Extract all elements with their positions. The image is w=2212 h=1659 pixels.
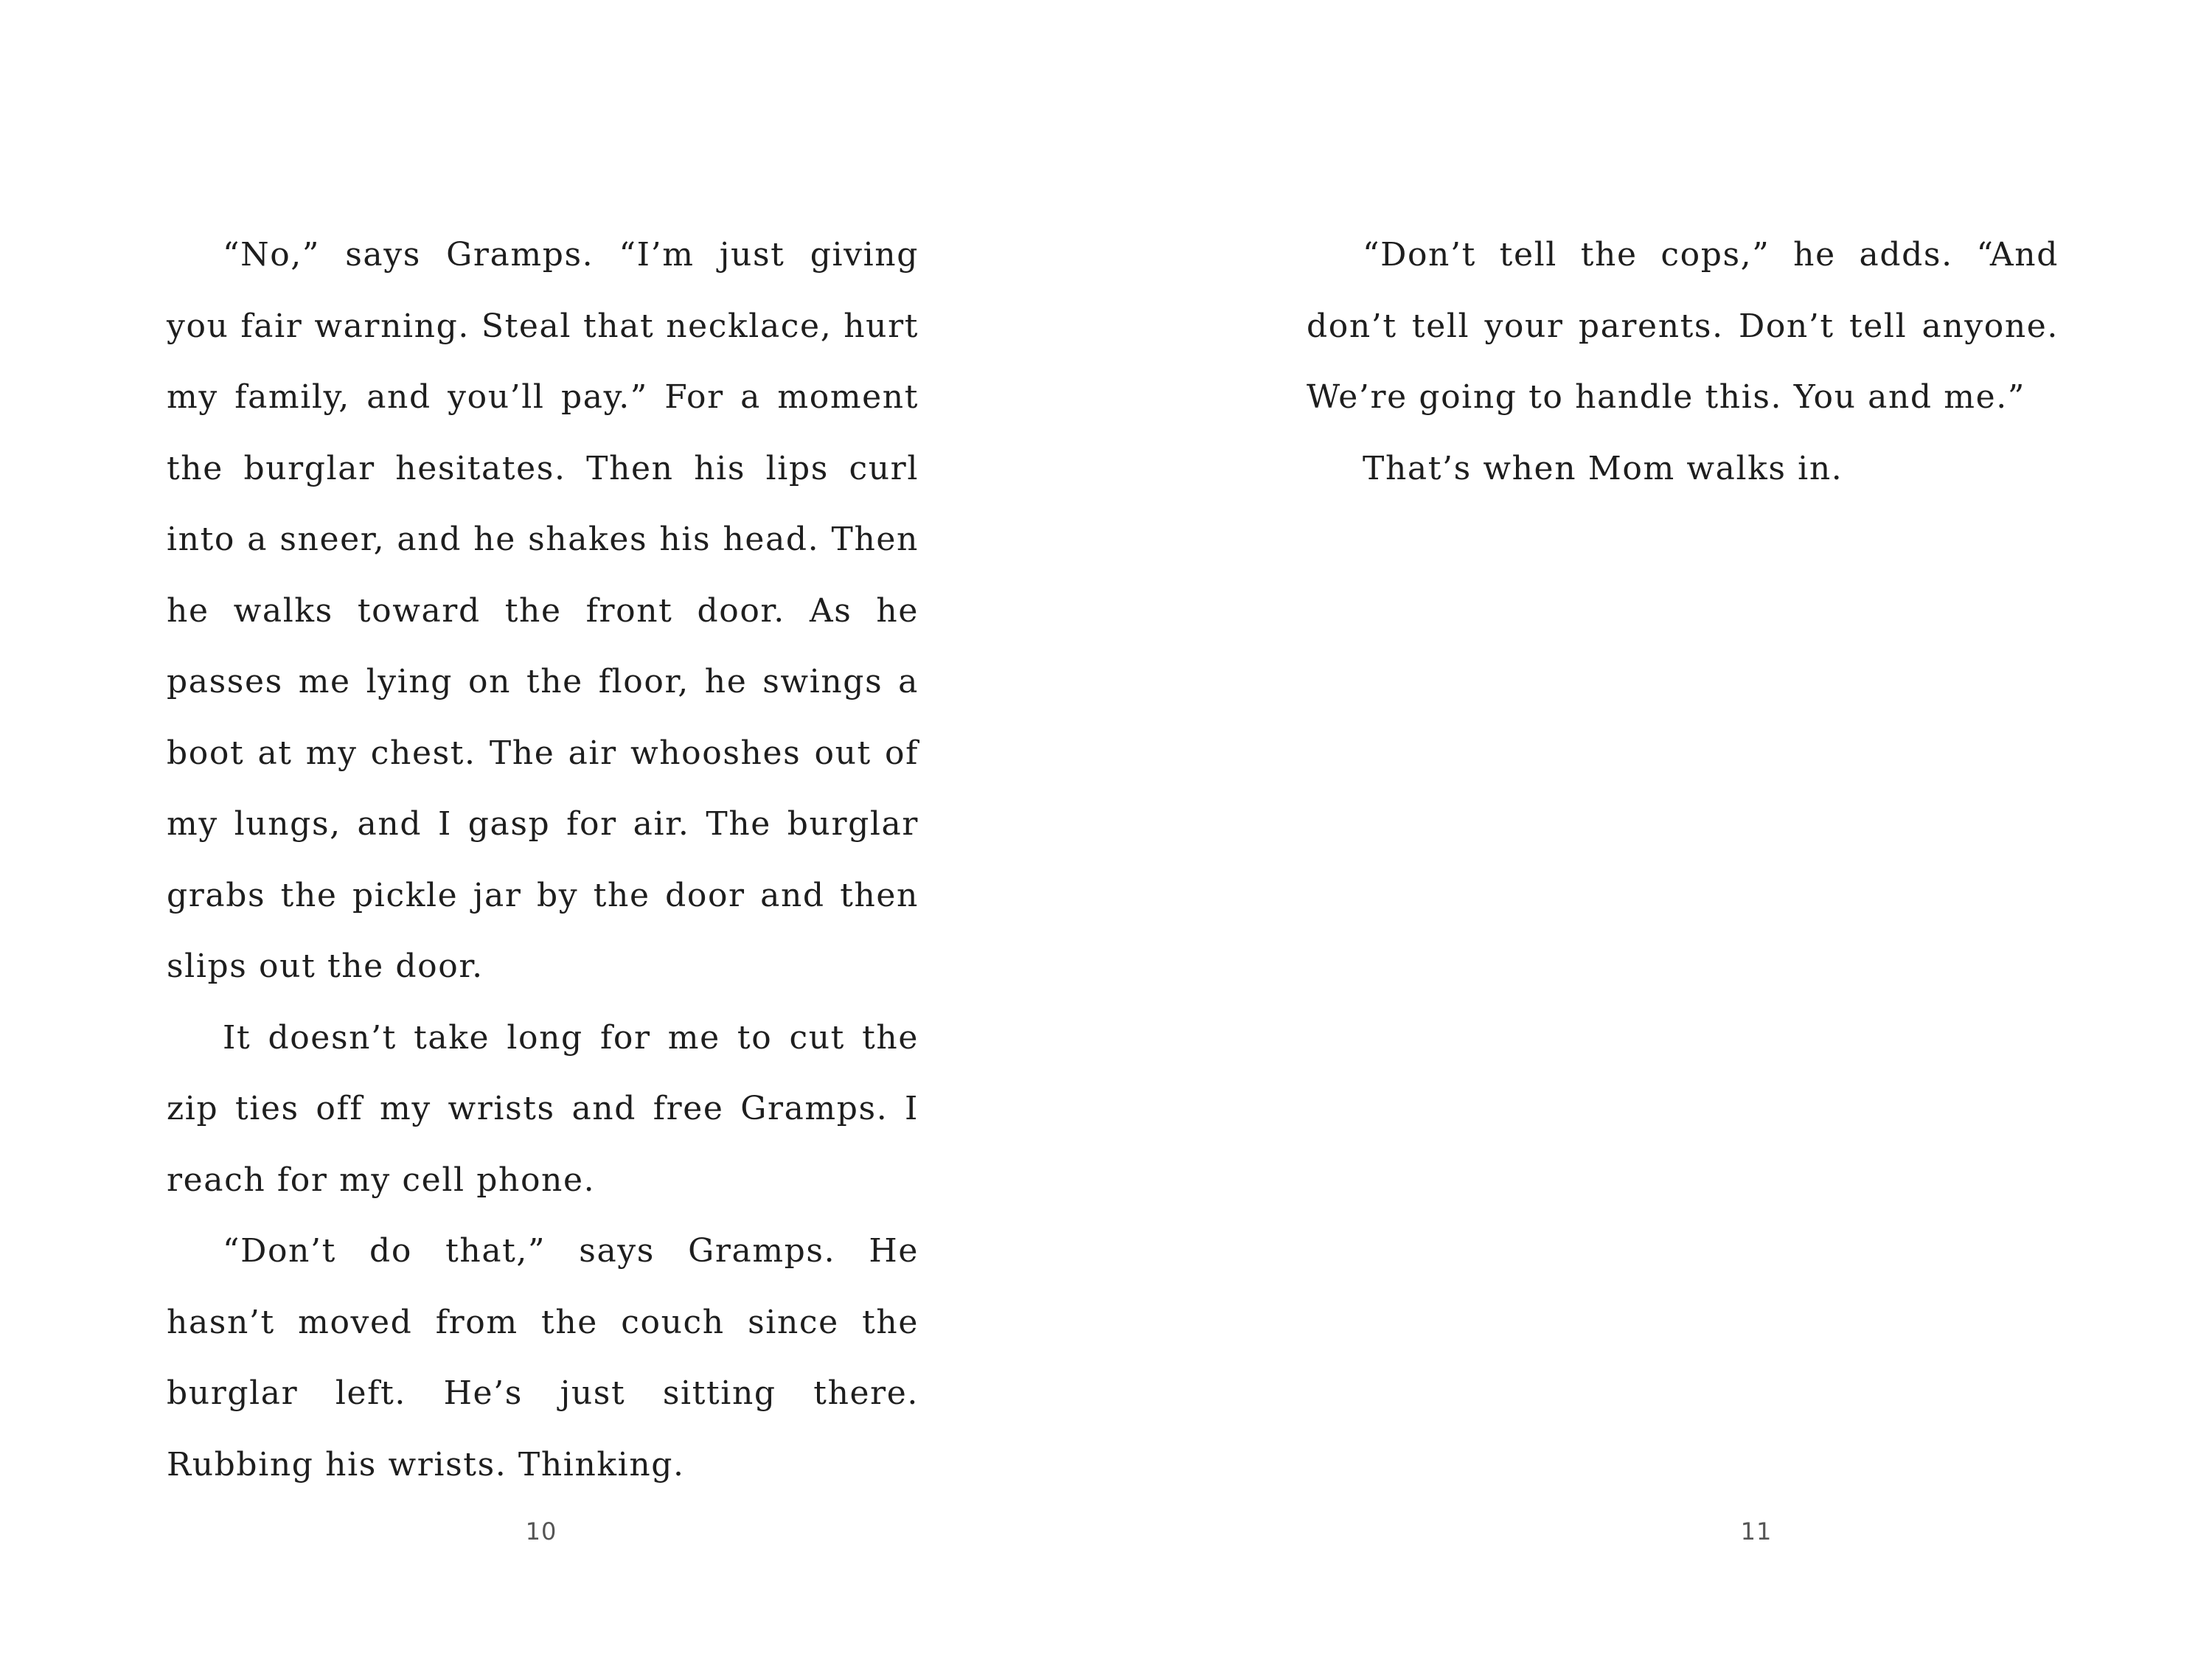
paragraph: It doesn’t take long for me to cut the zip ties off my wrists and free Gramps. I reach for my cell phone. [167, 1018, 919, 1199]
paragraph: “Don’t tell the cops,” he adds. “And don’t tell your parents. Don’t tell anyone. We’re going to handle this. You and me.” [1307, 236, 2059, 416]
right-page [1106, 0, 2212, 1659]
paragraph: That’s when Mom walks in. [1363, 449, 1843, 487]
paragraph: “Don’t do that,” says Gramps. He hasn’t moved from the couch since the burglar left. He’s just sitting there. Rubbing his wrists. Thinking. [167, 1232, 919, 1484]
paragraph: “No,” says Gramps. “I’m just giving you fair warning. Steal that necklace, hurt my family, and you’ll pay.” For a moment the burglar hesitates. Then his lips curl into a sneer, and he shakes his head. Then he walks toward the front door. As he passes me lying on the floor, he swings a boot at my chest. The air whooshes out of my lungs, and I gasp for air. The burglar grabs the pickle jar by the door and then slips out the door. [167, 236, 919, 985]
page-number-left: 10 [525, 1517, 557, 1545]
page-number-right: 11 [1740, 1517, 1773, 1545]
left-page-text [167, 220, 919, 1500]
right-page-text [1307, 220, 2059, 504]
